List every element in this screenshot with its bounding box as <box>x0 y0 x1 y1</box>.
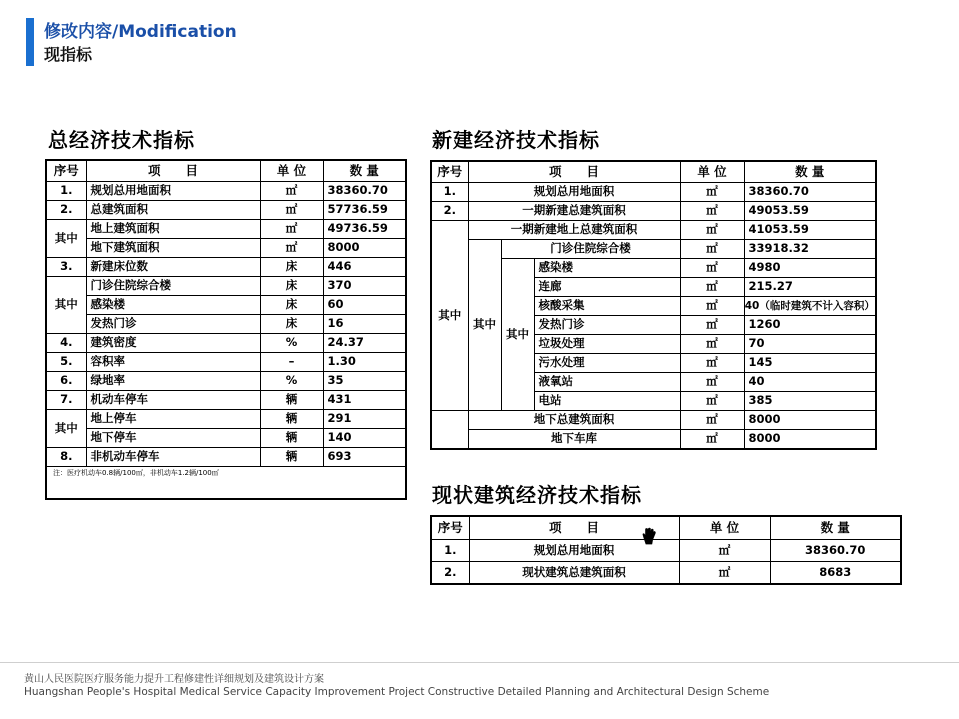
row-value: 140 <box>323 429 406 448</box>
header-no: 序号 <box>431 161 468 183</box>
row-unit: ㎡ <box>680 297 744 316</box>
row-no: 1. <box>46 182 86 201</box>
existing-table-title: 现状建筑经济技术指标 <box>432 483 642 507</box>
table-row <box>46 334 406 353</box>
row-subsubgroup-label: 其中 <box>501 259 534 411</box>
row-value: 8000 <box>744 430 876 450</box>
row-blank-cell <box>431 411 468 430</box>
row-item: 发热门诊 <box>86 315 260 334</box>
row-value: 57736.59 <box>323 201 406 220</box>
row-unit: 辆 <box>260 391 323 410</box>
row-unit: 床 <box>260 258 323 277</box>
row-value: 1260 <box>744 316 876 335</box>
table-row <box>46 296 406 315</box>
row-subgroup-label: 其中 <box>468 240 501 411</box>
row-no: 2. <box>431 202 468 221</box>
row-item: 现状建筑总建筑面积 <box>469 562 679 585</box>
row-item: 垃圾处理 <box>534 335 680 354</box>
row-item: 地下建筑面积 <box>86 239 260 258</box>
row-value: 38360.70 <box>323 182 406 201</box>
row-unit: % <box>260 334 323 353</box>
row-item: 规划总用地面积 <box>86 182 260 201</box>
row-unit: 辆 <box>260 410 323 429</box>
row-value: 40（临时建筑不计入容积） <box>744 297 876 316</box>
table-row <box>431 430 876 450</box>
row-unit: ㎡ <box>260 182 323 201</box>
row-unit: % <box>260 372 323 391</box>
table-row <box>46 277 406 296</box>
row-value: 35 <box>323 372 406 391</box>
row-item: 地上停车 <box>86 410 260 429</box>
row-unit: ㎡ <box>260 220 323 239</box>
page-subtitle: 现指标 <box>44 45 93 64</box>
header-item: 项 目 <box>468 161 680 183</box>
table-row <box>46 353 406 372</box>
row-group-label: 其中 <box>431 221 468 411</box>
table-row <box>431 202 876 221</box>
table-row <box>46 372 406 391</box>
row-value: 693 <box>323 448 406 467</box>
table-row <box>431 240 876 259</box>
row-value: 70 <box>744 335 876 354</box>
table-row <box>46 258 406 277</box>
row-item: 核酸采集 <box>534 297 680 316</box>
row-group-label: 其中 <box>46 410 86 448</box>
table-row <box>46 410 406 429</box>
row-no: 2. <box>46 201 86 220</box>
row-unit: ㎡ <box>680 259 744 278</box>
table-row <box>431 411 876 430</box>
row-value: 446 <box>323 258 406 277</box>
row-value: 49736.59 <box>323 220 406 239</box>
header-unit: 单 位 <box>679 516 770 540</box>
row-item: 地下总建筑面积 <box>468 411 680 430</box>
row-unit: 床 <box>260 296 323 315</box>
row-item: 地下停车 <box>86 429 260 448</box>
new-indicators-table <box>430 160 877 450</box>
row-no: 1. <box>431 183 468 202</box>
row-item: 地下车库 <box>468 430 680 450</box>
row-group-label: 其中 <box>46 277 86 334</box>
row-value: 385 <box>744 392 876 411</box>
row-item: 规划总用地面积 <box>468 183 680 202</box>
row-unit: ㎡ <box>680 392 744 411</box>
table-header-row <box>431 161 876 183</box>
row-item: 规划总用地面积 <box>469 540 679 562</box>
row-value: 215.27 <box>744 278 876 297</box>
row-item: 机动车停车 <box>86 391 260 410</box>
table-row <box>431 540 901 562</box>
header-unit: 单 位 <box>260 160 323 182</box>
footer-project-name-en: Huangshan People's Hospital Medical Service Capacity Improvement Project Constructive Detailed Planning and Architectural Design Scheme <box>24 686 770 698</box>
row-unit: ㎡ <box>680 316 744 335</box>
table-header-row <box>431 516 901 540</box>
new-table-title: 新建经济技术指标 <box>432 128 600 152</box>
row-value: 24.37 <box>323 334 406 353</box>
row-item: 感染楼 <box>534 259 680 278</box>
row-item: 电站 <box>534 392 680 411</box>
header-accent-bar <box>26 18 34 66</box>
row-item: 绿地率 <box>86 372 260 391</box>
footer-divider <box>0 662 959 663</box>
row-no: 3. <box>46 258 86 277</box>
row-unit: ㎡ <box>680 411 744 430</box>
row-unit: 辆 <box>260 448 323 467</box>
row-value: 16 <box>323 315 406 334</box>
row-unit: ㎡ <box>680 183 744 202</box>
total-indicators-table <box>45 159 407 500</box>
row-value: 38360.70 <box>744 183 876 202</box>
row-value: 145 <box>744 354 876 373</box>
table-header-row <box>46 160 406 182</box>
row-blank-cell <box>431 430 468 450</box>
row-no: 8. <box>46 448 86 467</box>
row-no: 7. <box>46 391 86 410</box>
row-unit: ㎡ <box>679 562 770 585</box>
row-unit: 床 <box>260 277 323 296</box>
row-item: 容积率 <box>86 353 260 372</box>
row-item: 总建筑面积 <box>86 201 260 220</box>
row-unit: ㎡ <box>679 540 770 562</box>
row-value: 431 <box>323 391 406 410</box>
row-unit: ㎡ <box>680 354 744 373</box>
row-value: 8683 <box>770 562 901 585</box>
row-item: 非机动车停车 <box>86 448 260 467</box>
table-row <box>431 562 901 585</box>
table-row <box>46 448 406 467</box>
row-unit: ㎡ <box>260 239 323 258</box>
hand-cursor-icon <box>641 527 657 545</box>
table-note-row <box>46 467 406 500</box>
row-value: 8000 <box>323 239 406 258</box>
row-unit: 辆 <box>260 429 323 448</box>
table-row <box>46 201 406 220</box>
row-value: 370 <box>323 277 406 296</box>
row-value: 49053.59 <box>744 202 876 221</box>
row-unit: ㎡ <box>680 373 744 392</box>
row-no: 1. <box>431 540 469 562</box>
total-table-title: 总经济技术指标 <box>48 128 195 152</box>
row-value: 33918.32 <box>744 240 876 259</box>
row-item: 一期新建地上总建筑面积 <box>468 221 680 240</box>
header-item: 项 目 <box>469 516 679 540</box>
header-value: 数 量 <box>323 160 406 182</box>
row-item: 地上建筑面积 <box>86 220 260 239</box>
row-unit: ㎡ <box>680 221 744 240</box>
row-no: 6. <box>46 372 86 391</box>
table-row <box>46 220 406 239</box>
row-unit: ㎡ <box>680 202 744 221</box>
row-no: 2. <box>431 562 469 585</box>
row-unit: ㎡ <box>260 201 323 220</box>
row-item: 建筑密度 <box>86 334 260 353</box>
header-no: 序号 <box>46 160 86 182</box>
header-no: 序号 <box>431 516 469 540</box>
table-row <box>46 239 406 258</box>
table-row <box>431 183 876 202</box>
footer-project-name-cn: 黄山人民医院医疗服务能力提升工程修建性详细规划及建筑设计方案 <box>24 674 324 685</box>
row-no: 5. <box>46 353 86 372</box>
row-value: 291 <box>323 410 406 429</box>
page-title: 修改内容/Modification <box>44 22 237 42</box>
header-value: 数 量 <box>770 516 901 540</box>
row-value: 40 <box>744 373 876 392</box>
header-item: 项 目 <box>86 160 260 182</box>
row-unit: 床 <box>260 315 323 334</box>
row-item: 新建床位数 <box>86 258 260 277</box>
row-item: 感染楼 <box>86 296 260 315</box>
row-value: 4980 <box>744 259 876 278</box>
row-item: 污水处理 <box>534 354 680 373</box>
row-unit: ㎡ <box>680 278 744 297</box>
row-value: 38360.70 <box>770 540 901 562</box>
row-value: 41053.59 <box>744 221 876 240</box>
table-row <box>46 391 406 410</box>
row-value: 8000 <box>744 411 876 430</box>
row-item: 液氧站 <box>534 373 680 392</box>
existing-indicators-table <box>430 515 902 585</box>
row-item: 门诊住院综合楼 <box>86 277 260 296</box>
row-unit: ㎡ <box>680 335 744 354</box>
table-note: 注：医疗机动车0.8辆/100㎡，非机动车1.2辆/100㎡ <box>46 467 406 500</box>
row-value: 60 <box>323 296 406 315</box>
row-unit: – <box>260 353 323 372</box>
header-unit: 单 位 <box>680 161 744 183</box>
row-unit: ㎡ <box>680 430 744 450</box>
row-value: 1.30 <box>323 353 406 372</box>
row-no: 4. <box>46 334 86 353</box>
row-item: 发热门诊 <box>534 316 680 335</box>
header-value: 数 量 <box>744 161 876 183</box>
row-item: 一期新建总建筑面积 <box>468 202 680 221</box>
row-unit: ㎡ <box>680 240 744 259</box>
row-item: 门诊住院综合楼 <box>501 240 680 259</box>
table-row <box>46 182 406 201</box>
table-row <box>431 221 876 240</box>
row-item: 连廊 <box>534 278 680 297</box>
table-row <box>46 315 406 334</box>
table-row <box>46 429 406 448</box>
row-group-label: 其中 <box>46 220 86 258</box>
